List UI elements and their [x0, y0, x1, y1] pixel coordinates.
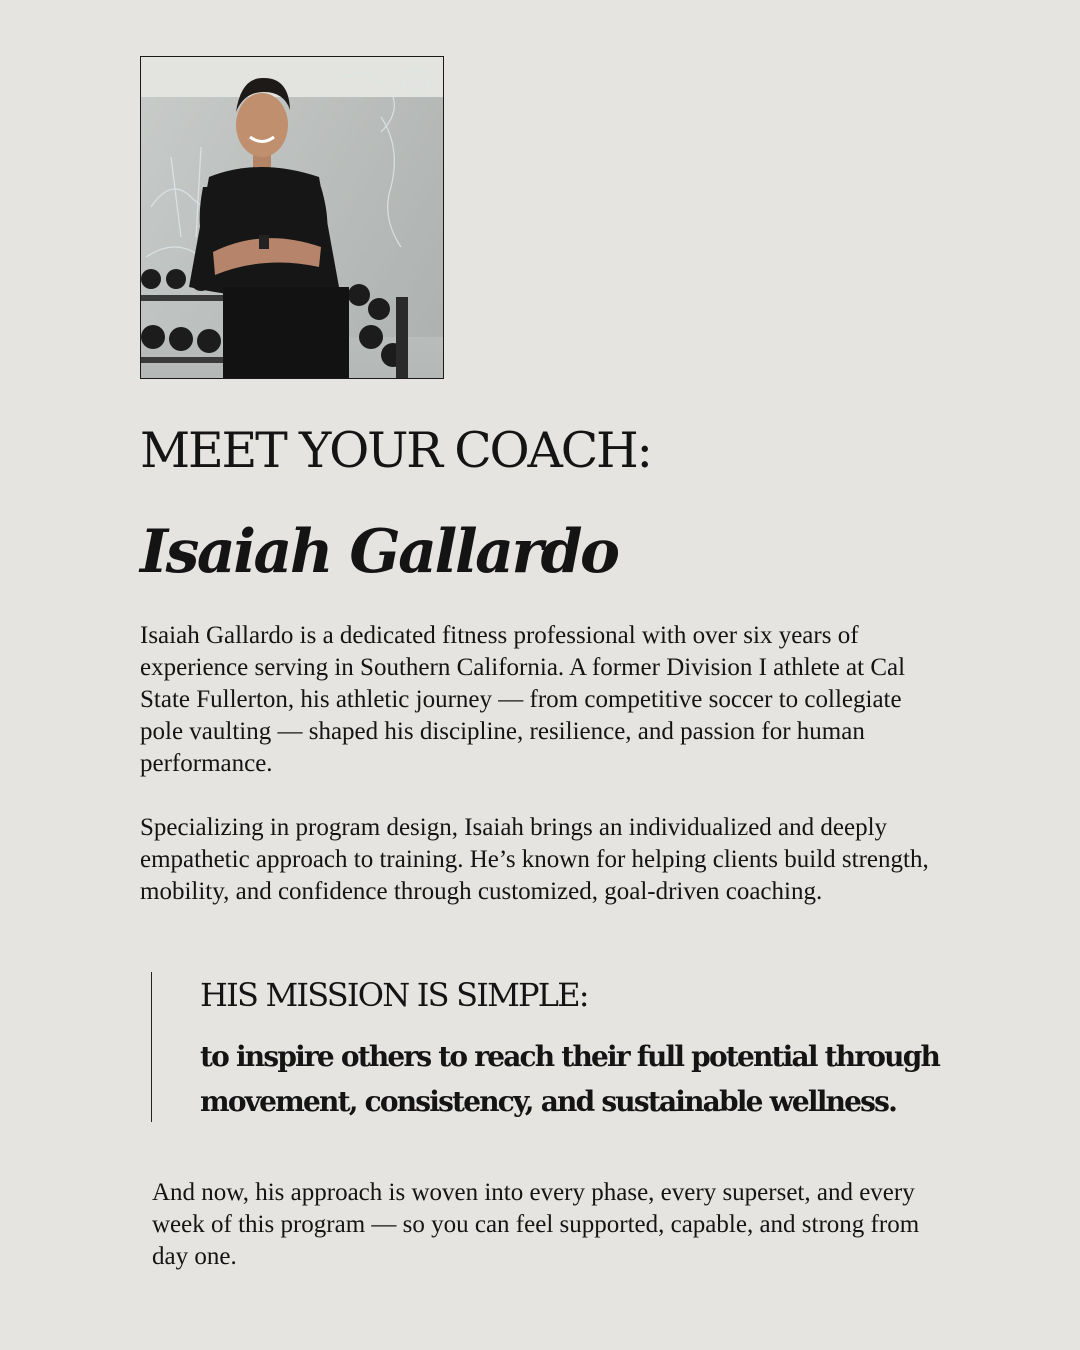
mission-text: to inspire others to reach their full potential through movement, consistency, and sustainable wellness.: [200, 1040, 940, 1118]
mission-title: HIS MISSION IS SIMPLE:: [200, 976, 588, 1014]
coach-name: Isaiah Gallardo: [140, 517, 618, 587]
page-heading: MEET YOUR COACH:: [140, 422, 651, 479]
coach-photo: [140, 56, 444, 379]
mission-quote: [151, 972, 942, 1122]
bio-paragraph: Specializing in program design, Isaiah brings an individualized and deeply empathetic approach to training. He’s known for helping clients build strength, mobility, and confidence through customized, goal-driven coaching.: [140, 814, 929, 905]
bio-paragraph: Isaiah Gallardo is a dedicated fitness professional with over six years of experience serving in Southern California. A former Division I athlete at Cal State Fullerton, his athletic journey — from competitive soccer to collegiate pole vaulting — shaped his discipline, resilience, and passion for human performance.: [140, 622, 906, 777]
closing-paragraph: And now, his approach is woven into every phase, every superset, and every week of this program — so you can feel supported, capable, and strong from day one.: [152, 1179, 920, 1270]
coach-photo-illustration: [141, 57, 443, 378]
